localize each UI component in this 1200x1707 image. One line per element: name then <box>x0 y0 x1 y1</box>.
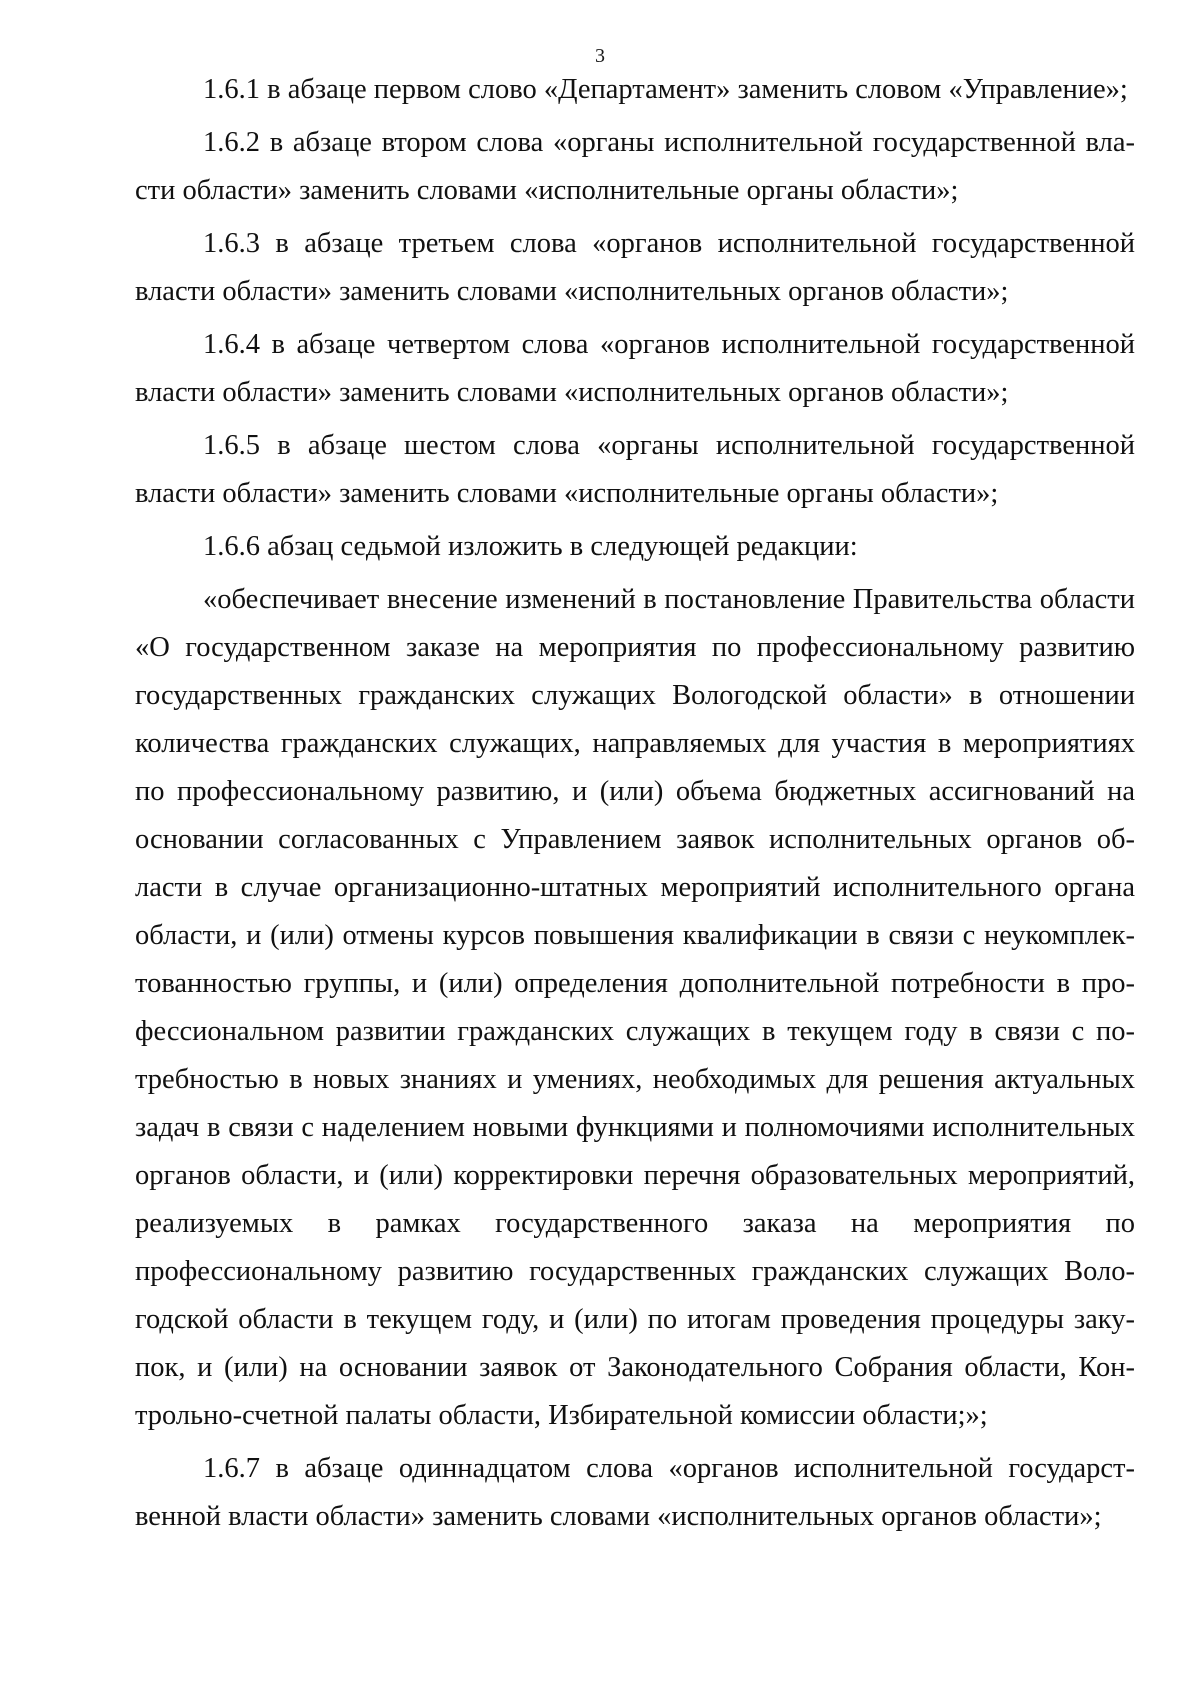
page-number: 3 <box>595 45 605 67</box>
paragraph-1-6-6: 1.6.6 абзац седьмой изложить в следующей редакции: <box>203 531 858 562</box>
paragraph-1-6-4: 1.6.4 в абзаце четвертом слова «органов исполнительной государственной власти области» заменить словами «исполнительных органов области»; <box>135 329 1135 408</box>
paragraph-1-6-5: 1.6.5 в абзаце шестом слова «органы исполнительной государственной власти области» заменить словами «исполнительные органы области»; <box>135 430 1135 509</box>
document-body <box>135 66 1135 1546</box>
paragraph-1-6-7: 1.6.7 в абзаце одиннадцатом слова «органов исполнительной государственной власти области» заменить словами «исполнительных органов области»; <box>135 1453 1135 1532</box>
quoted-paragraph: «обеспечивает внесение изменений в постановление Правительства области «О государственном заказе на мероприятия по профессиональному развитию государственных гражданских служащих Вологодской области» в отношении количества гражданских служащих, направляемых для участия в мероприятиях по профессиональному развитию, и (или) объема бюджетных ассигнований на основании согласованных с Управлением заявок исполнительных органов области в случае организационно-штатных мероприятий исполнительного органа области, и (или) отмены курсов повышения квалификации в связи с неукомплектованностью группы, и (или) определения дополнительной потребности в профессиональном развитии гражданских служащих в текущем году в связи с потребностью в новых знаниях и умениях, необходимых для решения актуальных задач в связи с наделением новыми функциями и полномочиями исполнительных органов области, и (или) корректировки перечня образовательных мероприятий, реализуемых в рамках государственного заказа на мероприятия по профессиональному развитию государственных гражданских служащих Вологодской области в текущем году, и (или) по итогам проведения процедуры закупок, и (или) на основании заявок от Законодательного Собрания области, Контрольно-счетной палаты области, Избирательной комиссии области;»; <box>135 584 1135 1431</box>
paragraph-1-6-1: 1.6.1 в абзаце первом слово «Департамент» заменить словом «Управление»; <box>203 74 1128 105</box>
paragraph-1-6-3: 1.6.3 в абзаце третьем слова «органов исполнительной государственной власти области» заменить словами «исполнительных органов области»; <box>135 228 1135 307</box>
paragraph-1-6-2: 1.6.2 в абзаце втором слова «органы исполнительной государственной власти области» заменить словами «исполнительные органы области»; <box>135 127 1135 206</box>
